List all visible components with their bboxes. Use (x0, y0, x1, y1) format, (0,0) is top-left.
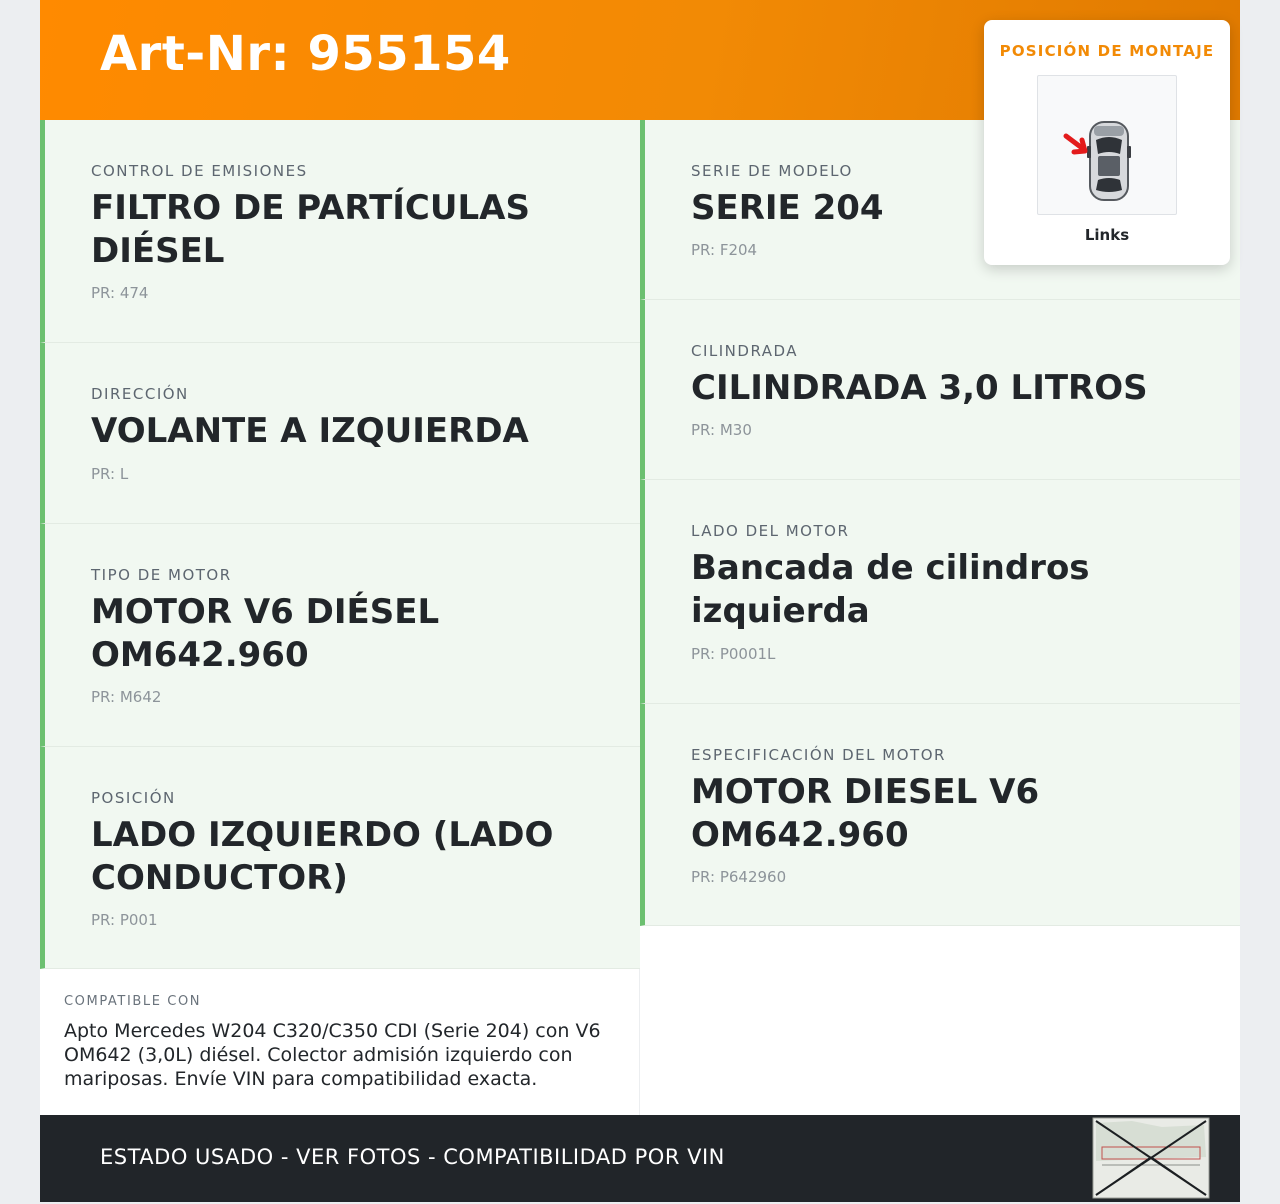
spec-value: MOTOR DIESEL V6 OM642.960 (691, 772, 1040, 855)
spec-value: LADO IZQUIERDO (LADO CONDUCTOR) (91, 815, 554, 898)
spec-card-steering (40, 343, 640, 524)
spec-pr-code: PR: P642960 (691, 868, 787, 886)
spec-value: MOTOR V6 DIÉSEL OM642.960 (91, 592, 440, 675)
spec-value: VOLANTE A IZQUIERDA (91, 411, 529, 451)
spec-value: Bancada de cilindros izquierda (691, 548, 1090, 631)
compatibility-section (40, 969, 640, 1115)
spec-card-emission-control (40, 120, 640, 343)
spec-value: SERIE 204 (691, 188, 884, 228)
spec-label: SERIE DE MODELO (691, 162, 853, 180)
spec-pr-code: PR: L (91, 465, 129, 483)
spec-label: ESPECIFICACIÓN DEL MOTOR (691, 746, 946, 764)
spec-card-engine-type (40, 524, 640, 747)
page (40, 0, 1240, 1202)
spec-value: FILTRO DE PARTÍCULAS DIÉSEL (91, 188, 530, 271)
spec-label: DIRECCIÓN (91, 385, 189, 403)
spec-pr-code: PR: P001 (91, 911, 158, 929)
footer-text: ESTADO USADO - VER FOTOS - COMPATIBILIDAD POR VIN (100, 1145, 725, 1169)
spec-pr-code: PR: F204 (691, 241, 758, 259)
spec-card-position (40, 747, 640, 969)
spec-pr-code: PR: M30 (691, 421, 752, 439)
spec-label: POSICIÓN (91, 789, 176, 807)
spec-card-engine-side (640, 480, 1240, 704)
spec-label: LADO DEL MOTOR (691, 522, 850, 540)
compatibility-label: COMPATIBLE CON (64, 994, 202, 1009)
spec-card-displacement (640, 300, 1240, 480)
spec-pr-code: PR: M642 (91, 688, 162, 706)
spec-label: TIPO DE MOTOR (91, 566, 232, 584)
spec-value: CILINDRADA 3,0 LITROS (691, 368, 1148, 408)
car-top-view-icon (1037, 75, 1177, 215)
stamp-thumbnail-icon (1092, 1117, 1210, 1199)
spec-pr-code: PR: 474 (91, 284, 149, 302)
spec-pr-code: PR: P0001L (691, 645, 776, 663)
spec-card-engine-spec (640, 704, 1240, 926)
footer-bar (40, 1115, 1240, 1202)
mounting-position-caption: Links (1084, 226, 1130, 244)
spec-label: CONTROL DE EMISIONES (91, 162, 308, 180)
compatibility-text: Apto Mercedes W204 C320/C350 CDI (Serie 204) con V6 OM642 (3,0L) diésel. Colector admisión izquierdo con mariposas. Envíe VIN para compatibilidad exacta. (64, 1020, 601, 1090)
mounting-position-panel (984, 20, 1230, 265)
article-number: Art-Nr: 955154 (100, 26, 511, 82)
spec-label: CILINDRADA (691, 342, 799, 360)
mounting-position-title: POSICIÓN DE MONTAJE (999, 42, 1215, 60)
